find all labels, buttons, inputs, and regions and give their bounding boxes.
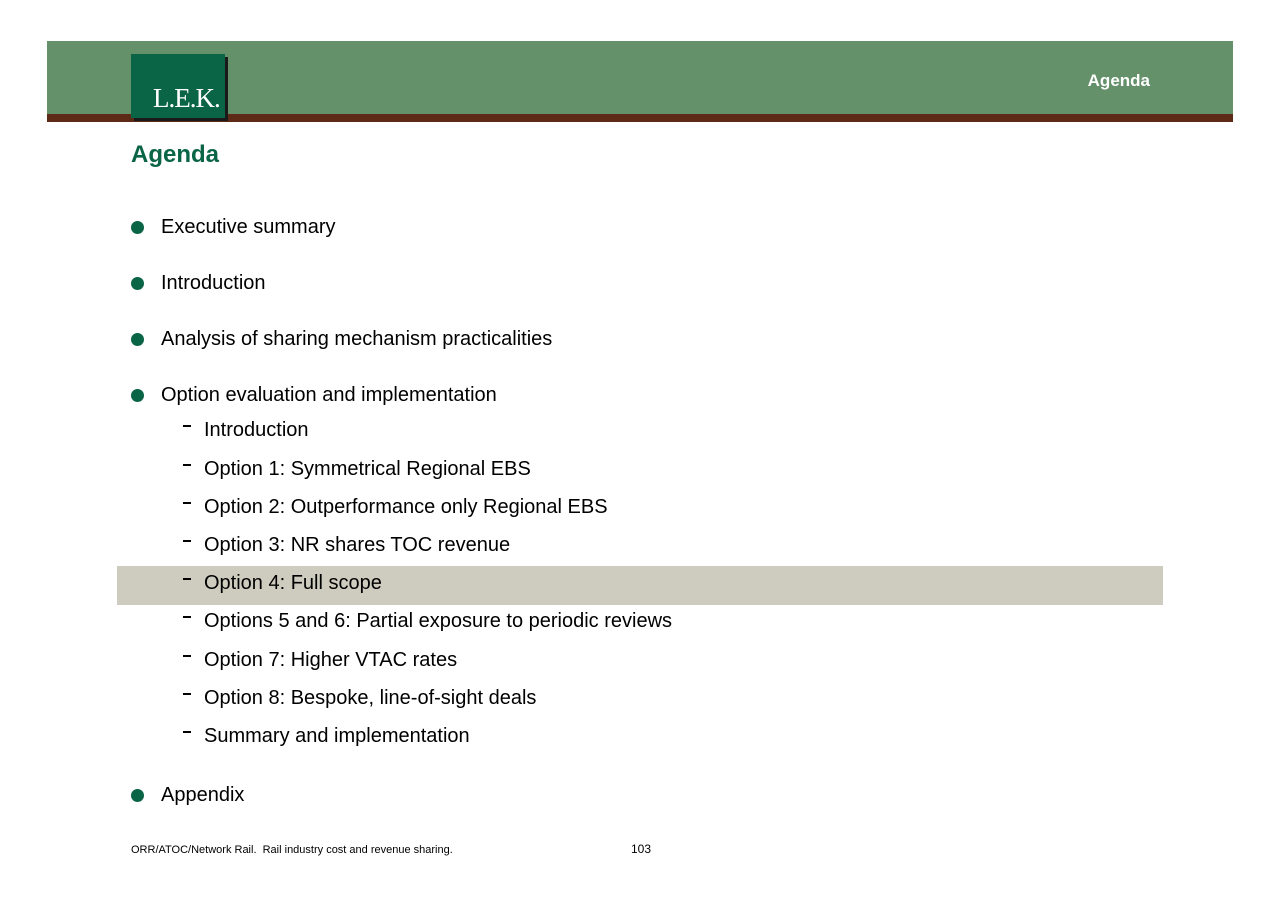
sub-item-options-5-6: [183, 609, 672, 633]
sub-item-label: Option 2: Outperformance only Regional EBS: [204, 496, 608, 518]
dash-icon: [183, 578, 191, 580]
page-number: 103: [631, 842, 652, 856]
sub-item-option-2: [183, 495, 608, 519]
dash-icon: [183, 655, 191, 657]
sub-item-label: Option 1: Symmetrical Regional EBS: [204, 458, 531, 480]
agenda-item-label: Analysis of sharing mechanism practicalities: [161, 328, 553, 350]
agenda-item-appendix: [131, 783, 244, 807]
sub-item-option-7: [183, 648, 457, 672]
sub-item-label: Option 4: Full scope: [204, 572, 382, 594]
sub-item-label: Option 7: Higher VTAC rates: [204, 649, 458, 671]
bullet-dot-icon: [131, 277, 144, 290]
agenda-item-analysis: [131, 327, 552, 351]
dash-icon: [183, 502, 191, 504]
sub-item-label: Introduction: [204, 419, 309, 441]
bullet-dot-icon: [131, 333, 144, 346]
sub-item-label: Options 5 and 6: Partial exposure to periodic reviews: [204, 610, 673, 632]
dash-icon: [183, 693, 191, 695]
agenda-item-label: Appendix: [161, 784, 245, 806]
dash-icon: [183, 616, 191, 618]
agenda-item-label: Executive summary: [161, 216, 336, 238]
lek-logo: [131, 54, 225, 118]
agenda-item-label: Option evaluation and implementation: [161, 384, 497, 406]
dash-icon: [183, 731, 191, 733]
sub-item-option-8: [183, 686, 536, 710]
agenda-item-introduction: [131, 271, 266, 295]
dash-icon: [183, 540, 191, 542]
sub-item-label: Option 3: NR shares TOC revenue: [204, 534, 511, 556]
dash-icon: [183, 464, 191, 466]
page-title: Agenda: [131, 141, 220, 168]
logo-text: L.E.K.: [153, 83, 220, 113]
sub-item-label: Summary and implementation: [204, 725, 470, 747]
agenda-item-option-evaluation: [131, 383, 497, 407]
bullet-dot-icon: [131, 389, 144, 402]
sub-item-option-1: [183, 457, 531, 481]
bullet-dot-icon: [131, 221, 144, 234]
sub-item-option-4-current: [183, 571, 382, 595]
footer-text: ORR/ATOC/Network Rail. Rail industry cost and revenue sharing.: [131, 844, 453, 856]
header-section-label: Agenda: [1087, 71, 1150, 90]
agenda-item-executive-summary: [131, 215, 336, 239]
sub-item-introduction: [183, 418, 309, 442]
sub-item-option-3: [183, 533, 510, 557]
sub-item-summary: [183, 724, 470, 748]
sub-item-label: Option 8: Bespoke, line-of-sight deals: [204, 687, 537, 709]
dash-icon: [183, 425, 191, 427]
bullet-dot-icon: [131, 789, 144, 802]
agenda-item-label: Introduction: [161, 272, 266, 294]
